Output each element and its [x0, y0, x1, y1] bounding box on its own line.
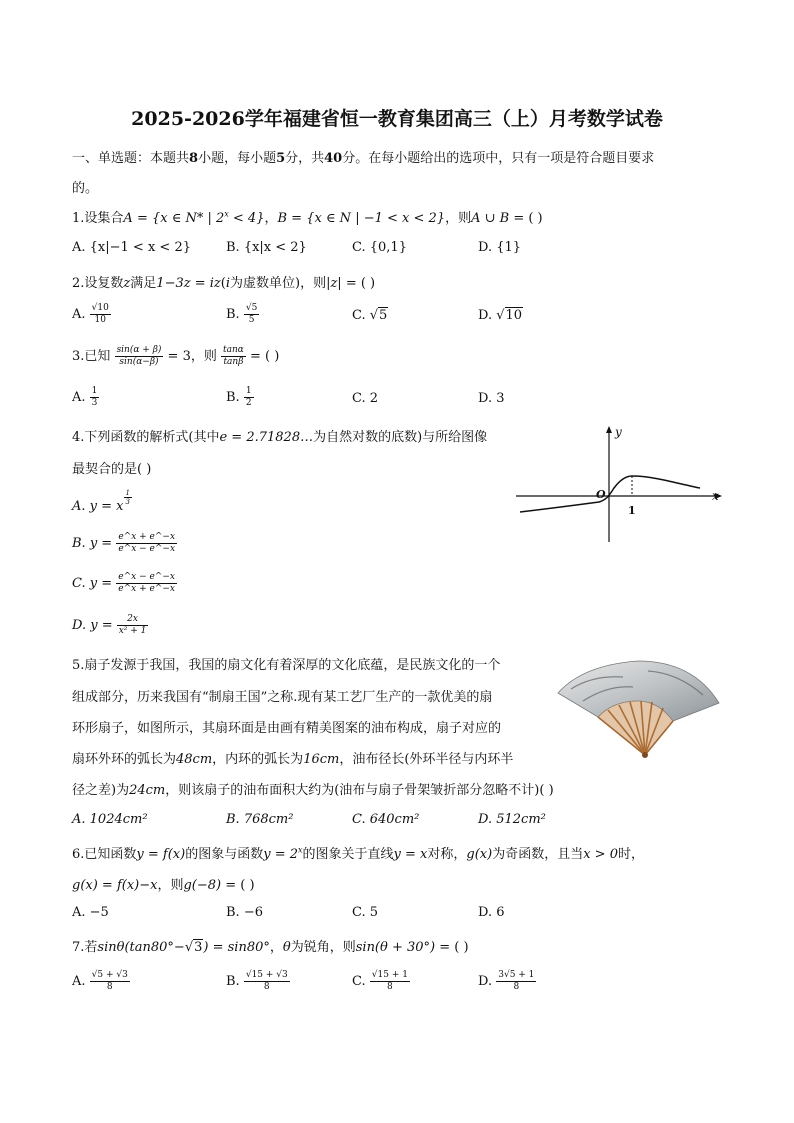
condition: x > 0	[583, 847, 618, 862]
stem-text: 设复数	[84, 276, 124, 291]
option-label: D.	[478, 308, 497, 323]
stem-text: 设集合	[84, 211, 124, 226]
stem-text: 的图象与函数	[185, 847, 264, 862]
q7-option-a	[72, 970, 130, 993]
function-graph	[514, 424, 724, 544]
q2-option-c: C. √5	[352, 308, 388, 323]
numerator: √15 + √3	[245, 970, 288, 980]
modulus: |z|	[326, 276, 342, 291]
option-label: B.	[226, 974, 240, 989]
answer-blank: = ( )	[509, 211, 543, 226]
section-text-mid2: 分，共	[285, 151, 325, 166]
stem-text: 为虚数单位)，则	[230, 276, 327, 291]
fraction	[117, 614, 149, 637]
section-count: 8	[189, 151, 199, 166]
question-number: 3.	[72, 349, 85, 364]
section-text-line2: 的。	[72, 181, 99, 196]
question-3-stem	[72, 345, 279, 368]
stem-text: 的图象关于直线	[302, 847, 394, 862]
q6-option-c: C. 5	[352, 905, 379, 920]
section-text-mid3: 分。在每小题给出的选项中，只有一项是符合题目要求	[342, 151, 655, 166]
function-g: g(x)	[466, 847, 493, 862]
q5-option-c: C. 640cm²	[352, 812, 420, 827]
numerator: 1	[125, 489, 130, 497]
stem-text: ，则	[157, 878, 184, 893]
set-a: A = {x ∈ N* | 2	[123, 211, 225, 226]
stem-text: 为锐角，则	[290, 940, 356, 955]
q3-option-a	[72, 386, 99, 409]
answer-blank: = ( )	[245, 349, 280, 364]
q4-option-a	[72, 489, 132, 514]
denominator: 8	[106, 982, 113, 992]
stem-text: ，	[264, 211, 278, 226]
q1-option-d: D. {1}	[478, 240, 522, 255]
option-label: C.	[352, 974, 366, 989]
fan-pivot	[642, 752, 648, 758]
g-neg8: g(−8)	[183, 878, 222, 893]
question-2-stem	[72, 272, 375, 291]
option-label: A.	[72, 390, 86, 405]
page-title: 2025-2026学年福建省恒一教育集团高三（上）月考数学试卷	[131, 108, 663, 130]
q5-option-b: B. 768cm²	[226, 812, 294, 827]
question-number: 7.	[72, 940, 85, 955]
set-a-end: < 4}	[228, 211, 265, 226]
inner-arc-length: 16cm	[303, 752, 340, 767]
function-curve	[520, 476, 700, 512]
stem-text: 对称，	[427, 847, 467, 862]
q1-option-a: A. {x|−1 < x < 2}	[72, 240, 191, 255]
fraction	[90, 386, 100, 409]
var-i: i	[225, 276, 230, 291]
q7-option-d	[478, 970, 536, 993]
denominator: 5	[248, 315, 255, 325]
stem-text: ，则	[445, 211, 472, 226]
stem-text: 时，	[617, 847, 644, 862]
outer-arc-length: 48cm	[176, 752, 213, 767]
expression-end: ) = sin80°	[203, 940, 270, 955]
denominator: e^x − e^−x	[118, 544, 176, 554]
fraction	[116, 532, 177, 555]
radicand: 3	[194, 940, 203, 955]
question-number: 6.	[72, 847, 85, 862]
fraction	[221, 345, 246, 368]
denominator: 3	[125, 498, 130, 506]
stem-text: 若	[84, 940, 98, 955]
denominator: e^x + e^−x	[118, 584, 175, 594]
exponent-fraction	[124, 489, 132, 506]
q4-option-c	[72, 572, 177, 595]
denominator: 10	[94, 315, 106, 325]
fraction	[244, 970, 290, 993]
numerator: e^x + e^−x	[118, 532, 176, 542]
numerator: 1	[91, 386, 98, 396]
question-number: 2.	[72, 276, 85, 291]
numerator: 2x	[117, 614, 149, 626]
section-header	[72, 144, 654, 204]
option-label: B.	[226, 307, 240, 322]
fraction	[370, 970, 410, 993]
q2-option-a	[72, 303, 111, 326]
option-label: C.	[352, 308, 370, 323]
fraction	[115, 345, 164, 368]
radicand: 5	[379, 308, 388, 323]
section-text-prefix: 一、单选题：本题共	[72, 151, 190, 166]
theta: θ	[282, 940, 291, 955]
stem-text: 扇环外环的弧长为	[72, 752, 177, 767]
q7-option-c	[352, 970, 410, 993]
stem-text: = 3，则	[163, 349, 217, 364]
option-label: B.	[226, 390, 240, 405]
q5-option-a: A. 1024cm²	[72, 812, 148, 827]
stem-text: 已知函数	[84, 847, 137, 862]
tick-label-1: 1	[628, 504, 636, 517]
expression: sinθ(tan80°−	[97, 940, 185, 955]
origin-label: O	[596, 488, 606, 501]
denominator: 8	[263, 982, 270, 992]
stem-text: 满足	[130, 276, 157, 291]
numerator: sin(α + β)	[116, 345, 162, 355]
question-6-line1	[72, 843, 644, 862]
q6-option-b: B. −6	[226, 905, 263, 920]
x-axis-label: x	[712, 489, 719, 503]
denominator: 3	[91, 398, 98, 408]
stem-text: ，内环的弧长为	[212, 752, 304, 767]
question-4-stem-line2: 最契合的是( )	[72, 462, 152, 477]
radial-length: 24cm	[129, 783, 166, 798]
section-total: 40	[324, 151, 343, 166]
question-5-line1	[72, 654, 500, 673]
stem-text: 已知	[84, 349, 111, 364]
q6-option-d: D. 6	[478, 905, 505, 920]
g-definition: g(x) = f(x)−x	[72, 878, 158, 893]
question-5-line2: 组成部分，历来我国有“制扇王国”之称.现有某工艺厂生产的一款优美的扇	[72, 690, 493, 705]
question-5-line3: 环形扇子，如图所示，其扇环面是由画有精美图案的油布构成，扇子对应的	[72, 721, 502, 736]
option-label: B. y =	[72, 536, 113, 551]
fraction	[496, 970, 536, 993]
question-5-line4	[72, 748, 513, 767]
q7-option-b	[226, 970, 290, 993]
numerator: √15 + 1	[371, 970, 408, 980]
numerator: √5	[245, 303, 258, 313]
fraction	[116, 572, 177, 595]
numerator: 1	[245, 386, 252, 396]
question-7-stem: 7.若sinθ(tan80°−√3) = sin80°，θ为锐角，则sin(θ + 30°) = ( )	[72, 940, 469, 955]
denominator: 8	[386, 982, 393, 992]
question-number: 1.	[72, 211, 85, 226]
numerator: e^x − e^−x	[118, 572, 175, 582]
denominator: sin(α−β)	[119, 357, 159, 367]
stem-text: 为奇函数，且当	[492, 847, 584, 862]
option-label: A.	[72, 974, 86, 989]
stem-text: ，则该扇子的油布面积大约为(油布与扇子骨架皱折部分忽略不计)( )	[165, 783, 554, 798]
question-5-line5	[72, 779, 554, 798]
q4-option-d	[72, 614, 148, 637]
option-label: D. y =	[72, 618, 113, 633]
y-axis-label: y	[615, 425, 622, 439]
exponent: x	[224, 209, 229, 219]
equation: 1−3z = iz	[156, 276, 221, 291]
q5-option-d: D. 512cm²	[478, 812, 546, 827]
question-6-line2	[72, 874, 255, 893]
q3-option-b	[226, 386, 254, 409]
stem-text: (	[220, 276, 226, 291]
stem-text: 扇子发源于我国，我国的扇文化有着深厚的文化底蕴，是民族文化的一个	[84, 658, 501, 673]
line-y-eq-x: y = x	[393, 847, 428, 862]
numerator: √5 + √3	[91, 970, 128, 980]
answer-blank: = ( )	[435, 940, 469, 955]
question-1-stem	[72, 207, 543, 226]
stem-text: ，	[269, 940, 283, 955]
stem-text: 为自然对数的底数)与所给图像	[313, 430, 488, 445]
q2-option-d: D. √10	[478, 308, 523, 323]
function-exp: y = 2	[263, 847, 299, 862]
option-label: D.	[478, 974, 493, 989]
var-z: z	[123, 276, 131, 291]
answer-blank: = ( )	[341, 276, 376, 291]
q1-option-b: B. {x|x < 2}	[226, 240, 307, 255]
radicand: 10	[505, 308, 523, 323]
q1-option-c: C. {0,1}	[352, 240, 407, 255]
q6-option-a: A. −5	[72, 905, 109, 920]
denominator: x² + 1	[118, 626, 147, 636]
numerator: 3√5 + 1	[498, 970, 535, 980]
y-axis-arrow	[606, 426, 612, 433]
option-label: A.	[72, 307, 86, 322]
denominator: 2	[245, 398, 252, 408]
union-expr: A ∪ B	[471, 211, 510, 226]
fraction	[244, 303, 259, 326]
section-score: 5	[276, 151, 286, 166]
question-number: 4.	[72, 430, 85, 445]
set-b: B = {x ∈ N | −1 < x < 2}	[277, 211, 446, 226]
q2-option-b	[226, 303, 259, 326]
graph-svg	[514, 424, 724, 544]
fan-illustration	[553, 655, 723, 760]
stem-text: 下列函数的解析式(其中	[84, 430, 220, 445]
stem-text: 径之差)为	[72, 783, 130, 798]
question-4-stem-line1	[72, 426, 487, 445]
q3-option-d: D. 3	[478, 391, 505, 406]
fraction	[90, 303, 111, 326]
option-label: C. y =	[72, 576, 113, 591]
denominator: 8	[513, 982, 520, 992]
q4-option-b	[72, 532, 177, 555]
exponent: x	[298, 845, 303, 855]
q3-option-c: C. 2	[352, 391, 379, 406]
asked-expression: sin(θ + 30°)	[355, 940, 436, 955]
numerator: tanα	[223, 345, 244, 355]
function-f: y = f(x)	[136, 847, 186, 862]
option-text: A. y = x	[72, 499, 124, 514]
answer-blank: = ( )	[221, 878, 255, 893]
fraction	[90, 970, 130, 993]
stem-text: ，油布径长(外环半径与内环半	[339, 752, 514, 767]
e-value: e = 2.71828…	[219, 430, 314, 445]
section-text-mid1: 小题，每小题	[198, 151, 277, 166]
fan-image	[553, 655, 723, 760]
numerator: √10	[91, 303, 109, 313]
question-number: 5.	[72, 658, 85, 673]
fraction	[244, 386, 254, 409]
denominator: tanβ	[223, 357, 244, 367]
